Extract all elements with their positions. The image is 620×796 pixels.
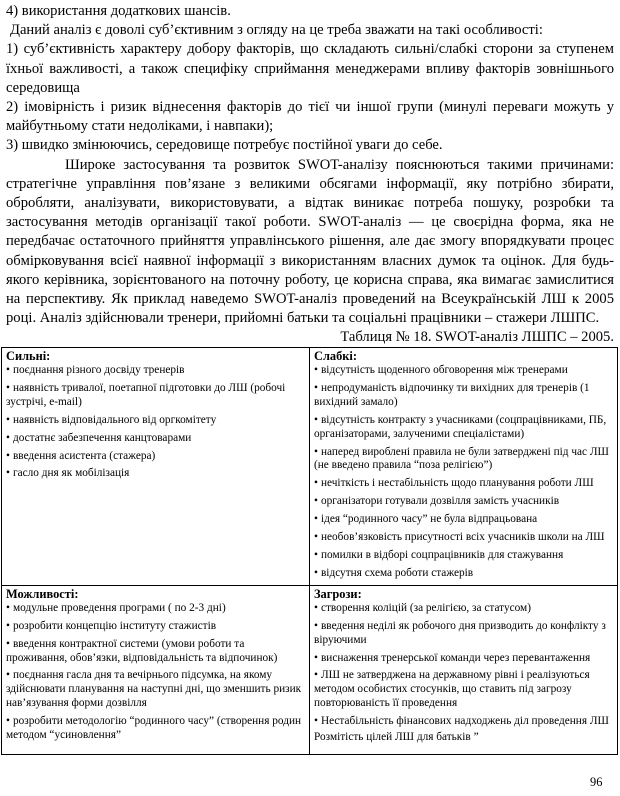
- bullet-icon: •: [314, 381, 318, 394]
- list-item: [6, 602, 305, 616]
- bullet-icon: •: [314, 619, 318, 632]
- weaknesses-list: [314, 364, 613, 581]
- list-item-text: відсутня схема роботи стажерів: [320, 566, 474, 579]
- bullet-icon: •: [314, 651, 318, 664]
- list-item-text: Нестабільність фінансових надходжень діл проведення ЛШ: [320, 715, 609, 728]
- list-item: [314, 669, 613, 711]
- opportunities-list: [6, 602, 305, 743]
- strengths-cell: [2, 348, 310, 586]
- list-item: [6, 414, 305, 428]
- list-item-text: введення контрактної системи (умови роботи та проживання, обов’язки, відповідальність та відпочинок): [6, 637, 278, 664]
- list-item: [6, 450, 305, 464]
- list-item: [314, 446, 613, 474]
- weaknesses-title: Слабкі:: [314, 349, 357, 363]
- paragraph-intro: Даний аналіз є доволі суб’єктивним з огляду на це треба зважати на такі особливості:: [10, 22, 543, 39]
- list-item: [314, 495, 613, 509]
- page-number: 96: [590, 775, 603, 789]
- bullet-icon: •: [314, 445, 318, 458]
- list-item-text: помилки в відборі соцпрацівників для стажування: [320, 548, 564, 561]
- list-item: [6, 364, 305, 378]
- list-item-text: введення неділі як робочого дня призводить до конфлікту з віруючими: [314, 619, 606, 646]
- bullet-icon: •: [6, 619, 10, 632]
- list-item-text: нечіткість і нестабільність щодо планування роботи ЛШ: [320, 477, 594, 490]
- bullet-icon: •: [314, 548, 318, 561]
- list-item-text: ідея “родинного часу” не була відпрацьована: [320, 513, 538, 526]
- list-item-text: ЛШ не затверджена на державному рівні і реалізуються методом особистих стосунків, що ставить під загрозу повторюваність її проведення: [314, 669, 590, 710]
- bullet-icon: •: [314, 477, 318, 490]
- list-item: [6, 620, 305, 634]
- list-item: [6, 715, 305, 743]
- list-item: [314, 364, 613, 378]
- paragraph-point-3: 3) швидко змінюючись, середовище потребує постійної уваги до себе.: [6, 137, 443, 154]
- list-item-text: поєднання гасла дня та вечірнього підсумка, на якому здійснювати планування на наступні дні, що зменшить ризик нав’язування форми дозвілля: [6, 669, 302, 710]
- paragraph-swot-reasons: Широке застосування та розвиток SWOT-аналізу пояснюються такими причинами: стратегічне управління пов’язане з великими обсягами інформації, яку потрібно збирати, обробляти, аналізувати, використовувати, а відтак виникає потреба пошуку, розробки та застосування методів організації такої роботи. SWOT-аналіз — це своєрідна форма, яка не передбачає остаточного прийняття управлінського рішення, але дає змогу впорядкувати процес обмірковування всієї наявної інформації з використанням власних думок та оцінок. Для будь-якого керівника, зорієнтованого на поточну роботу, це корисна справа, яка вимагає замислитися на перспективу. Як приклад наведемо SWOT-аналіз проведений на Всеукраїнській ЛШ к 2005 році. Аналіз здійснювали тренери, прийомні батьки та соціальні працівники – стажери ЛШПС.: [6, 156, 614, 327]
- list-item: [314, 602, 613, 616]
- paragraph-point-1: 1) суб’єктивність характеру добору факторів, що складають сильні/слабкі сторони за ступенем їхньої важливості, а також специфіку сприймання менеджерами впливу факторів зовнішнього середовища: [6, 41, 614, 96]
- list-item-text: введення асистента (стажера): [12, 449, 156, 462]
- list-item-text: модульне проведення програми ( по 2-3 дні): [12, 601, 226, 614]
- bullet-icon: •: [314, 566, 318, 579]
- list-item-text: поєднання різного досвіду тренерів: [12, 364, 185, 376]
- list-item-text: відсутність щоденного обговорення між тренерами: [320, 364, 568, 376]
- bullet-icon: •: [6, 601, 10, 614]
- bullet-icon: •: [314, 715, 318, 728]
- bullet-icon: •: [6, 381, 10, 394]
- list-item: [314, 567, 613, 581]
- threats-tail-list: [314, 731, 613, 745]
- list-item-text: відсутність контракту з учасниками (соцпрацівниками, ПБ, організаторами, залученими спеціалістами): [314, 413, 607, 440]
- weaknesses-cell: [310, 348, 618, 586]
- list-item-text: організатори готували дозвілля замість учасників: [320, 495, 560, 508]
- bullet-icon: •: [314, 531, 318, 544]
- opportunities-title: Можливості:: [6, 586, 79, 601]
- bullet-icon: •: [314, 513, 318, 526]
- list-item-text: необов’язковість присутності всіх учасників школи на ЛШ: [320, 531, 605, 544]
- bullet-icon: •: [6, 413, 10, 426]
- list-item-text: створення коліцій (за релігією, за статусом): [320, 601, 531, 614]
- bullet-icon: •: [314, 601, 318, 614]
- bullet-icon: •: [6, 637, 10, 650]
- strengths-list: [6, 364, 305, 481]
- list-item: [6, 467, 305, 481]
- bullet-icon: •: [6, 715, 10, 728]
- bullet-icon: •: [314, 364, 318, 376]
- list-item: [314, 620, 613, 648]
- list-item-text: гасло дня як мобілізація: [12, 467, 130, 480]
- list-item-text: наперед вироблені правила не були затверджені під час ЛШ (не введено правила “поза релігією”): [314, 445, 609, 472]
- list-item: [314, 652, 613, 666]
- bullet-icon: •: [314, 413, 318, 426]
- bullet-icon: •: [314, 495, 318, 508]
- threats-cell: [310, 585, 618, 754]
- threats-title: Загрози:: [314, 586, 362, 601]
- threats-tail-item: Розмітість цілей ЛШ для батьків ”: [314, 731, 479, 744]
- bullet-icon: •: [6, 669, 10, 682]
- bullet-icon: •: [314, 669, 318, 682]
- list-item: [314, 382, 613, 410]
- body-text: [6, 2, 614, 348]
- list-item: [6, 669, 305, 711]
- bullet-icon: •: [6, 431, 10, 444]
- list-item: [314, 531, 613, 545]
- bullet-icon: •: [6, 449, 10, 462]
- threats-list: [314, 602, 613, 729]
- bullet-icon: •: [6, 364, 10, 376]
- swot-table: [1, 347, 618, 755]
- list-item: [314, 414, 613, 442]
- list-item-text: розробити методологію “родинного часу” (створення родин методом “усиновлення”: [6, 715, 302, 742]
- paragraph-point-2: 2) імовірність і ризик віднесення факторів до тієї чи іншої групи (минулі переваги можуть у майбутньому стати недоліками, і навпаки);: [6, 99, 614, 135]
- list-item-text: непродуманість відпочинку ти вихідних для тренерів (1 вихідний замало): [314, 381, 590, 408]
- list-item: [314, 513, 613, 527]
- bullet-icon: •: [6, 467, 10, 480]
- list-item-text: достатнє забезпечення канцтоварами: [12, 431, 192, 444]
- list-item-text: наявність відповідального від оргкомітету: [12, 413, 217, 426]
- list-item-text: розробити концепцію інституту стажистів: [12, 619, 217, 632]
- table-caption: Таблиця № 18. SWOT-аналіз ЛШПС – 2005.: [340, 329, 614, 346]
- list-item: [6, 432, 305, 446]
- strengths-title: Сильні:: [6, 349, 51, 363]
- list-item: [314, 715, 613, 729]
- list-item: [314, 549, 613, 563]
- list-item-text: наявність тривалої, поетапної підготовки до ЛШ (робочі зустрічі, e-mail): [6, 381, 286, 408]
- list-item: [6, 638, 305, 666]
- opportunities-cell: [2, 585, 310, 754]
- list-item: [6, 382, 305, 410]
- list-item: [314, 477, 613, 491]
- list-item-text: виснаження тренерської команди через перевантаження: [320, 651, 591, 664]
- paragraph-item-4: 4) використання додаткових шансів.: [6, 3, 231, 19]
